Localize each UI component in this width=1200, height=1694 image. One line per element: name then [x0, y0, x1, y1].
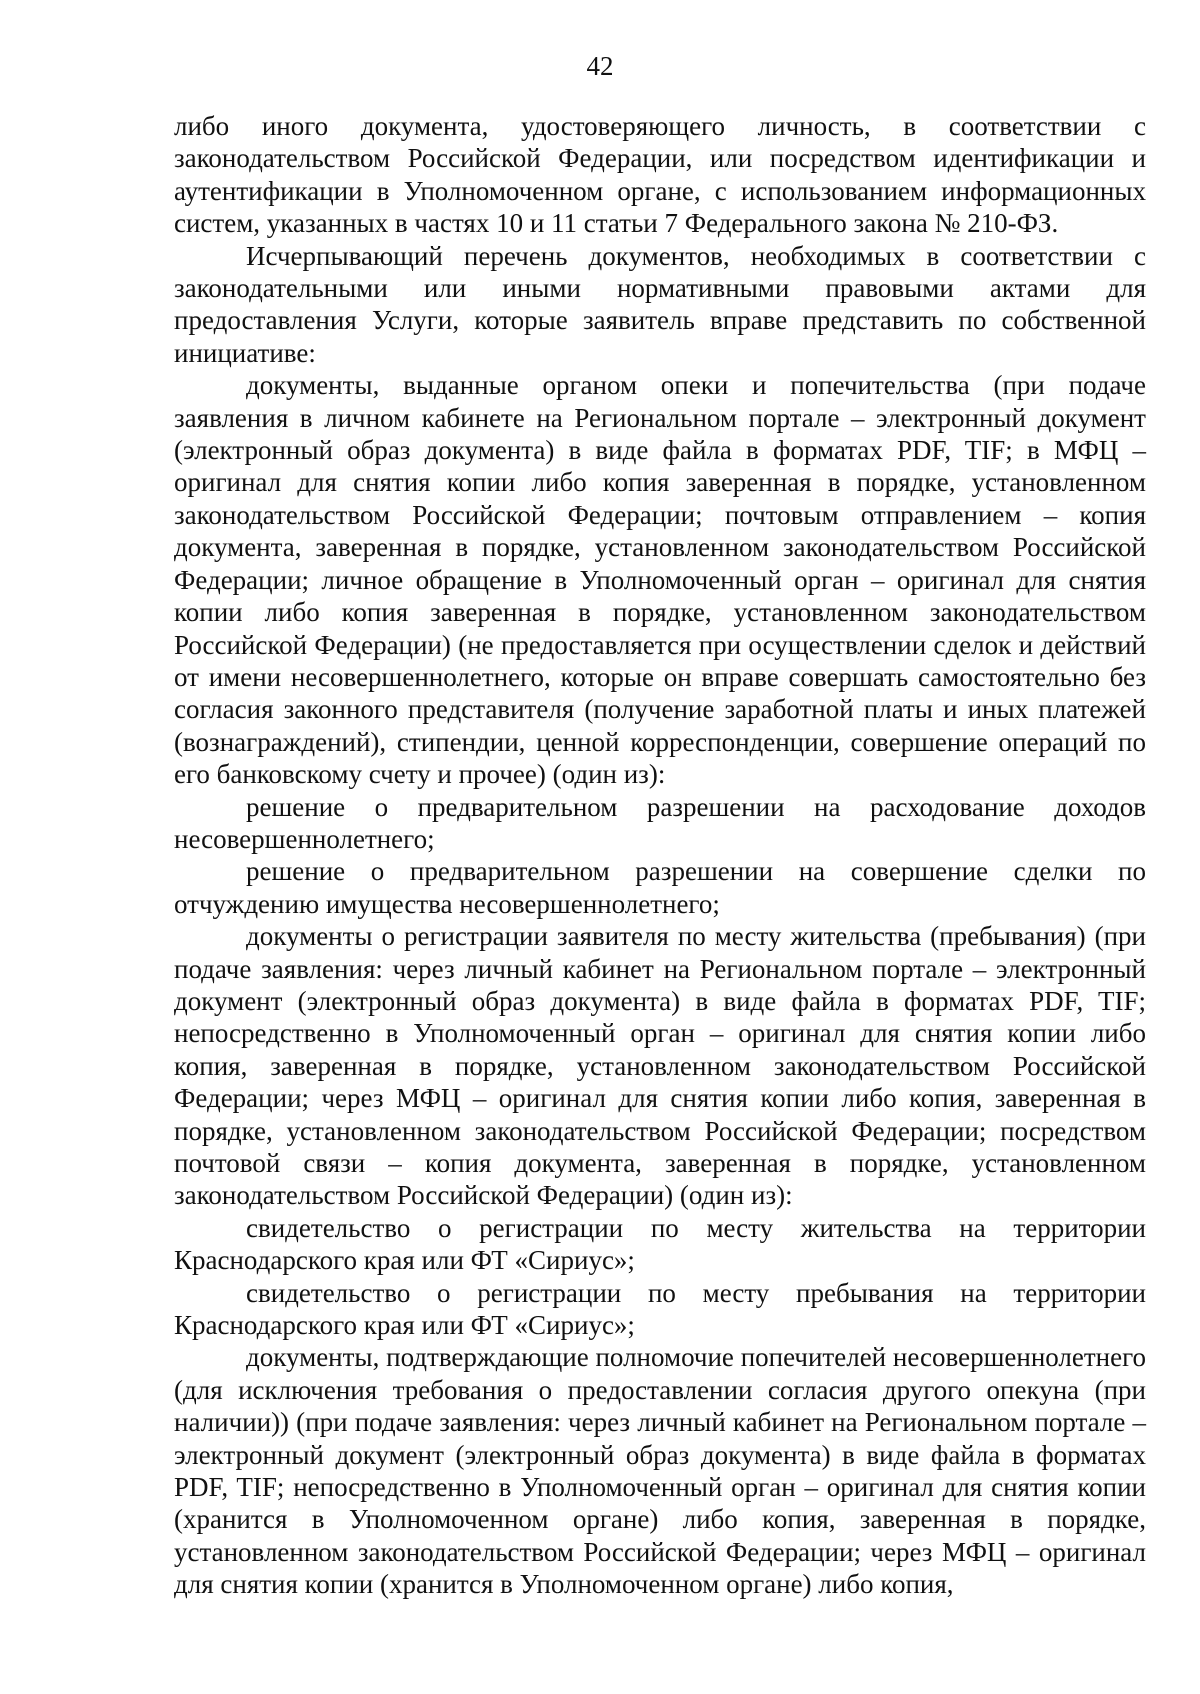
- paragraph-registration-documents: документы о регистрации заявителя по месту жительства (пребывания) (при подаче заявления: через личный кабинет на Региональном портале – электронный документ (электронный образ документа) в виде файла в форматах PDF, TIF; непосредственно в Уполномоченный орган – оригинал для снятия копии либо копия, заверенная в порядке, установленном законодательством Российской Федерации; через МФЦ – оригинал для снятия копии либо копия, заверенная в порядке, установленном законодательством Российской Федерации; посредством почтовой связи – копия документа, заверенная в порядке, установленном законодательством Российской Федерации) (один из):: [174, 921, 1146, 1211]
- paragraph-residence-certificate: свидетельство о регистрации по месту жительства на территории Краснодарского края или ФТ «Сириус»;: [174, 1212, 1146, 1276]
- paragraph-stay-certificate: свидетельство о регистрации по месту пребывания на территории Краснодарского края или ФТ «Сириус»;: [174, 1277, 1146, 1341]
- paragraph-continuation: либо иного документа, удостоверяющего личность, в соответствии с законодательством Российской Федерации, или посредством идентификации и аутентификации в Уполномоченном органе, с использованием информационных систем, указанных в частях 10 и 11 статьи 7 Федерального закона № 210-ФЗ.: [174, 111, 1146, 239]
- paragraph-exhaustive-list-intro: Исчерпывающий перечень документов, необходимых в соответствии с законодательными или иными нормативными правовыми актами для предоставления Услуги, которые заявитель вправе представить по собственной инициативе:: [174, 240, 1146, 368]
- document-body: [174, 110, 1146, 1601]
- paragraph-trustee-authority-documents: документы, подтверждающие полномочие попечителей несовершеннолетнего (для исключения требования о предоставлении согласия другого опекуна (при наличии)) (при подаче заявления: через личный кабинет на Региональном портале – электронный документ (электронный образ документа) в виде файла в форматах PDF, TIF; непосредственно в Уполномоченный орган – оригинал для снятия копии (хранится в Уполномоченном органе) либо копия, заверенная в порядке, установленном законодательством Российской Федерации; через МФЦ – оригинал для снятия копии (хранится в Уполномоченном органе) либо копия,: [174, 1342, 1146, 1600]
- page-number: 42: [586, 51, 614, 81]
- paragraph-guardianship-documents: документы, выданные органом опеки и попечительства (при подаче заявления в личном кабинете на Региональном портале – электронный документ (электронный образ документа) в виде файла в форматах PDF, TIF; в МФЦ – оригинал для снятия копии либо копия заверенная в порядке, установленном законодательством Российской Федерации; почтовым отправлением – копия документа, заверенная в порядке, установленном законодательством Российской Федерации; личное обращение в Уполномоченный орган – оригинал для снятия копии либо копия заверенная в порядке, установленном законодательством Российской Федерации) (не предоставляется при осуществлении сделок и действий от имени несовершеннолетнего, которые он вправе совершать самостоятельно без согласия законного представителя (получение заработной платы и иных платежей (вознаграждений), стипендии, ценной корреспонденции, совершение операций по его банковскому счету и прочее) (один из):: [174, 370, 1146, 790]
- paragraph-property-alienation-permission: решение о предварительном разрешении на совершение сделки по отчуждению имущества несовершеннолетнего;: [174, 856, 1146, 919]
- paragraph-income-spending-permission: решение о предварительном разрешении на расходование доходов несовершеннолетнего;: [174, 791, 1146, 854]
